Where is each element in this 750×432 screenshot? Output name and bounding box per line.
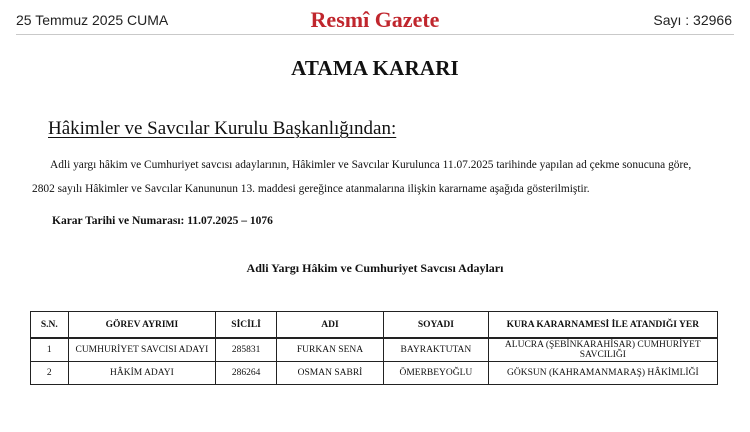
cell-sn: 2 bbox=[31, 362, 69, 385]
table-header-row bbox=[31, 312, 718, 339]
publication-date: 25 Temmuz 2025 CUMA bbox=[16, 12, 169, 28]
cell-gorev: CUMHURİYET SAVCISI ADAYI bbox=[68, 338, 216, 362]
cell-yer: ALUCRA (ŞEBİNKARAHİSAR) CUMHURİYET SAVCILIĞI bbox=[488, 338, 717, 362]
decision-title: ATAMA KARARI bbox=[291, 56, 459, 80]
header-adi: ADI bbox=[276, 312, 383, 339]
table-row bbox=[31, 362, 718, 385]
cell-soyadi: BAYRAKTUTAN bbox=[384, 338, 489, 362]
cell-yer: GÖKSUN (KAHRAMANMARAŞ) HÂKİMLİĞİ bbox=[488, 362, 717, 385]
cell-soyadi: ÖMERBEYOĞLU bbox=[384, 362, 489, 385]
cell-sn: 1 bbox=[31, 338, 69, 362]
header-soyadi: SOYADI bbox=[384, 312, 489, 339]
gazette-title: Resmî Gazete bbox=[310, 7, 440, 32]
cell-adi: FURKAN SENA bbox=[276, 338, 383, 362]
issue-number: Sayı : 32966 bbox=[653, 12, 732, 28]
body-paragraph bbox=[32, 153, 722, 201]
assignment-table bbox=[30, 311, 718, 385]
header-sicil: SİCİLİ bbox=[216, 312, 277, 339]
cell-sicil: 285831 bbox=[216, 338, 277, 362]
header-sn: S.N. bbox=[31, 312, 69, 339]
gazette-header bbox=[16, 8, 734, 35]
cell-gorev: HÂKİM ADAYI bbox=[68, 362, 216, 385]
table-caption: Adli Yargı Hâkim ve Cumhuriyet Savcısı Adayları bbox=[246, 261, 504, 275]
header-yer: KURA KARARNAMESİ İLE ATANDIĞI YER bbox=[488, 312, 717, 339]
cell-adi: OSMAN SABRİ bbox=[276, 362, 383, 385]
authority-heading: Hâkimler ve Savcılar Kurulu Başkanlığından: bbox=[48, 118, 397, 139]
cell-sicil: 286264 bbox=[216, 362, 277, 385]
decision-reference: Karar Tarihi ve Numarası: 11.07.2025 – 1076 bbox=[52, 215, 273, 227]
header-gorev: GÖREV AYRIMI bbox=[68, 312, 216, 339]
body-line-2: 2802 sayılı Hâkimler ve Savcılar Kanununun 13. maddesi gereğince atanmalarına ilişkin kararname aşağıda gösterilmiştir. bbox=[32, 183, 590, 195]
table-row bbox=[31, 338, 718, 362]
body-line-1: Adli yargı hâkim ve Cumhuriyet savcısı adaylarının, Hâkimler ve Savcılar Kurulunca 11.07.2025 tarihinde yapılan ad çekme sonucuna göre, bbox=[50, 159, 692, 171]
